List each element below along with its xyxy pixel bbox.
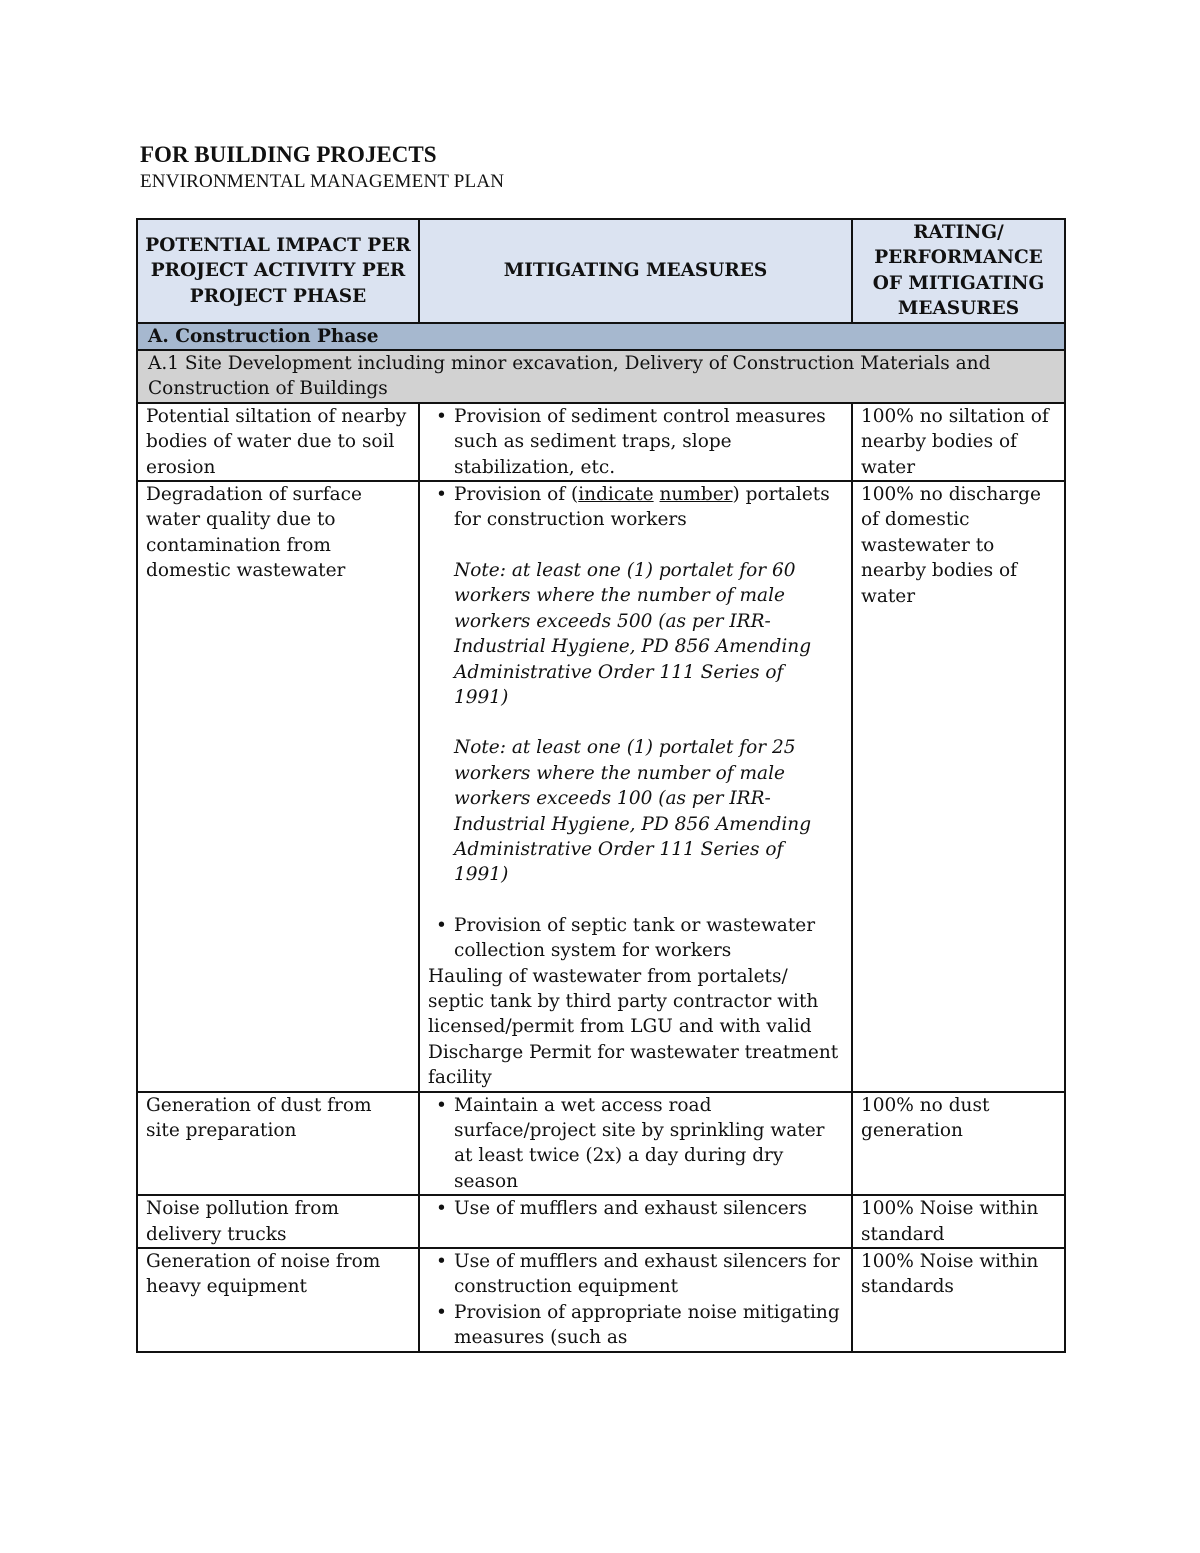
impact-cell: Potential siltation of nearby bodies of water due to soil erosion bbox=[137, 403, 419, 481]
portalet-note-1: Note: at least one (1) portalet for 60 workers where the number of male workers exceeds 500 (as per IRR-Industrial Hygiene, PD 856 Amending Administrative Order 111 Series of 1991) bbox=[454, 559, 812, 708]
document-title: FOR BUILDING PROJECTS bbox=[140, 142, 437, 167]
rating-cell: 100% Noise within standards bbox=[852, 1248, 1065, 1352]
environmental-management-table bbox=[136, 218, 1066, 1353]
placeholder-indicate: indicate bbox=[578, 484, 654, 506]
impact-cell: Noise pollution from delivery trucks bbox=[137, 1195, 419, 1248]
measures-cell bbox=[419, 481, 852, 1092]
impact-cell: Generation of noise from heavy equipment bbox=[137, 1248, 419, 1352]
header-row bbox=[137, 219, 1065, 323]
measures-cell bbox=[419, 1195, 852, 1248]
measures-cell bbox=[419, 1248, 852, 1352]
impact-cell: Generation of dust from site preparation bbox=[137, 1092, 419, 1196]
header-potential-impact: POTENTIAL IMPACT PER PROJECT ACTIVITY PER PROJECT PHASE bbox=[137, 219, 419, 323]
placeholder-number: number bbox=[659, 484, 733, 506]
rating-cell: 100% Noise within standard bbox=[852, 1195, 1065, 1248]
measure-item: • Provision of (indicate number) portalets for construction workers bbox=[454, 482, 843, 533]
construction-phase-label: A. Construction Phase bbox=[137, 323, 1065, 350]
measures-cell bbox=[419, 1092, 852, 1196]
table-row bbox=[137, 1248, 1065, 1352]
measures-cell bbox=[419, 403, 852, 481]
table-row bbox=[137, 403, 1065, 481]
impact-cell: Degradation of surface water quality due to contamination from domestic wastewater bbox=[137, 481, 419, 1092]
measure-item: • Provision of appropriate noise mitigating measures (such as bbox=[454, 1300, 843, 1351]
rating-cell: 100% no siltation of nearby bodies of water bbox=[852, 403, 1065, 481]
portalet-note-2: Note: at least one (1) portalet for 25 workers where the number of male workers exceeds 100 (as per IRR-Industrial Hygiene, PD 856 Amending Administrative Order 111 Series of 1991) bbox=[454, 737, 812, 886]
table-row bbox=[137, 1195, 1065, 1248]
measure-item: • Maintain a wet access road surface/project site by sprinkling water at least twice (2x) a day during dry season bbox=[454, 1093, 843, 1195]
phase-row bbox=[137, 323, 1065, 350]
site-development-label: A.1 Site Development including minor excavation, Delivery of Construction Materials and Construction of Buildings bbox=[137, 350, 1065, 403]
measure-item: • Use of mufflers and exhaust silencers for construction equipment bbox=[454, 1249, 843, 1300]
rating-cell: 100% no discharge of domestic wastewater to nearby bodies of water bbox=[852, 481, 1065, 1092]
header-rating: RATING/ PERFORMANCE OF MITIGATING MEASURES bbox=[852, 219, 1065, 323]
header-mitigating-measures: MITIGATING MEASURES bbox=[419, 219, 852, 323]
measure-item: • Provision of septic tank or wastewater collection system for workers bbox=[454, 913, 843, 964]
subphase-row bbox=[137, 350, 1065, 403]
table-row bbox=[137, 1092, 1065, 1196]
rating-cell: 100% no dust generation bbox=[852, 1092, 1065, 1196]
measure-item: • Provision of sediment control measures such as sediment traps, slope stabilization, etc. bbox=[454, 404, 843, 480]
hauling-text: Hauling of wastewater from portalets/ septic tank by third party contractor with licensed/permit from LGU and with valid Discharge Permit for wastewater treatment facility bbox=[428, 965, 839, 1089]
document-subtitle: ENVIRONMENTAL MANAGEMENT PLAN bbox=[140, 171, 505, 192]
table-row bbox=[137, 481, 1065, 1092]
measure-item: • Use of mufflers and exhaust silencers bbox=[454, 1196, 843, 1221]
